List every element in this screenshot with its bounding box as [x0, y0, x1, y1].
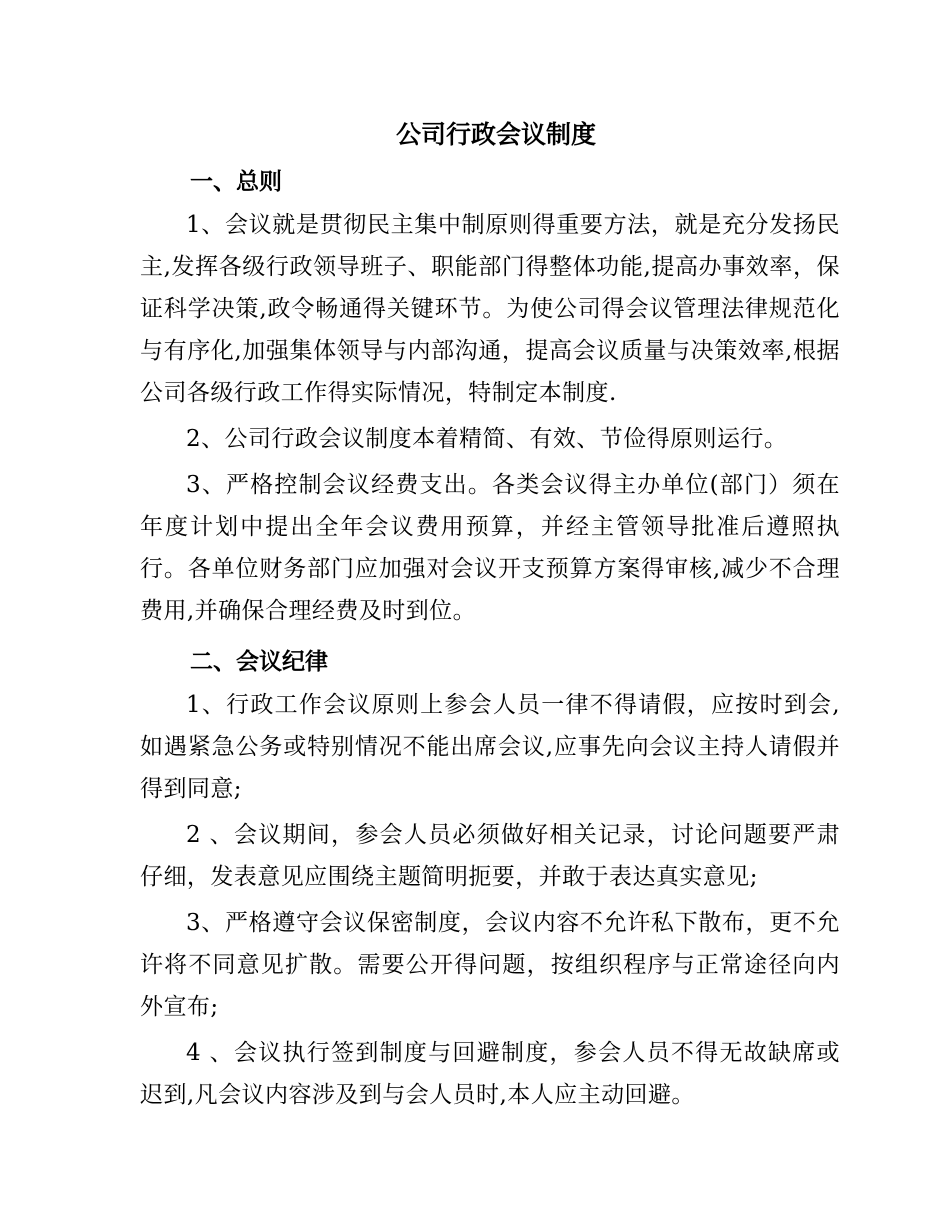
paragraph-discipline-2: 2 、会议期间，参会人员必须做好相关记录，讨论问题要严肃仔细，发表意见应围绕主题简明扼要，并敢于表达真实意见; [140, 822, 840, 890]
paragraph-discipline-4: 4 、会议执行签到制度与回避制度，参会人员不得无故缺席或迟到,凡会议内容涉及到与会人员时,本人应主动回避。 [140, 1040, 840, 1108]
document-page [140, 118, 840, 1120]
paragraph-general-3: 3、严格控制会议经费支出。各类会议得主办单位(部门）须在年度计划中提出全年会议费用预算，并经主管领导批准后遵照执行。各单位财务部门应加强对会议开支预算方案得审核,减少不合理费用,并确保合理经费及时到位。 [140, 472, 840, 624]
paragraph-general-1: 1、会议就是贯彻民主集中制原则得重要方法，就是充分发扬民主,发挥各级行政领导班子、职能部门得整体功能,提高办事效率，保证科学决策,政令畅通得关键环节。为使公司得会议管理法律规范化与有序化,加强集体领导与内部沟通，提高会议质量与决策效率,根据公司各级行政工作得实际情况，特制定本制度. [140, 212, 840, 406]
document-title: 公司行政会议制度 [395, 120, 596, 149]
paragraph-general-2: 2、公司行政会议制度本着精简、有效、节俭得原则运行。 [186, 426, 788, 452]
section-meeting-discipline [140, 648, 840, 1116]
section-heading-meeting-discipline: 二、会议纪律 [190, 648, 328, 675]
paragraph-discipline-1: 1、行政工作会议原则上参会人员一律不得请假，应按时到会,如遇紧急公务或特别情况不能出席会议,应事先向会议主持人请假并得到同意; [140, 692, 840, 802]
section-heading-general: 一、总则 [190, 168, 282, 195]
paragraph-discipline-3: 3、严格遵守会议保密制度，会议内容不允许私下散布，更不允许将不同意见扩散。需要公开得问题，按组织程序与正常途径向内外宣布; [140, 910, 840, 1020]
section-general [140, 168, 840, 632]
